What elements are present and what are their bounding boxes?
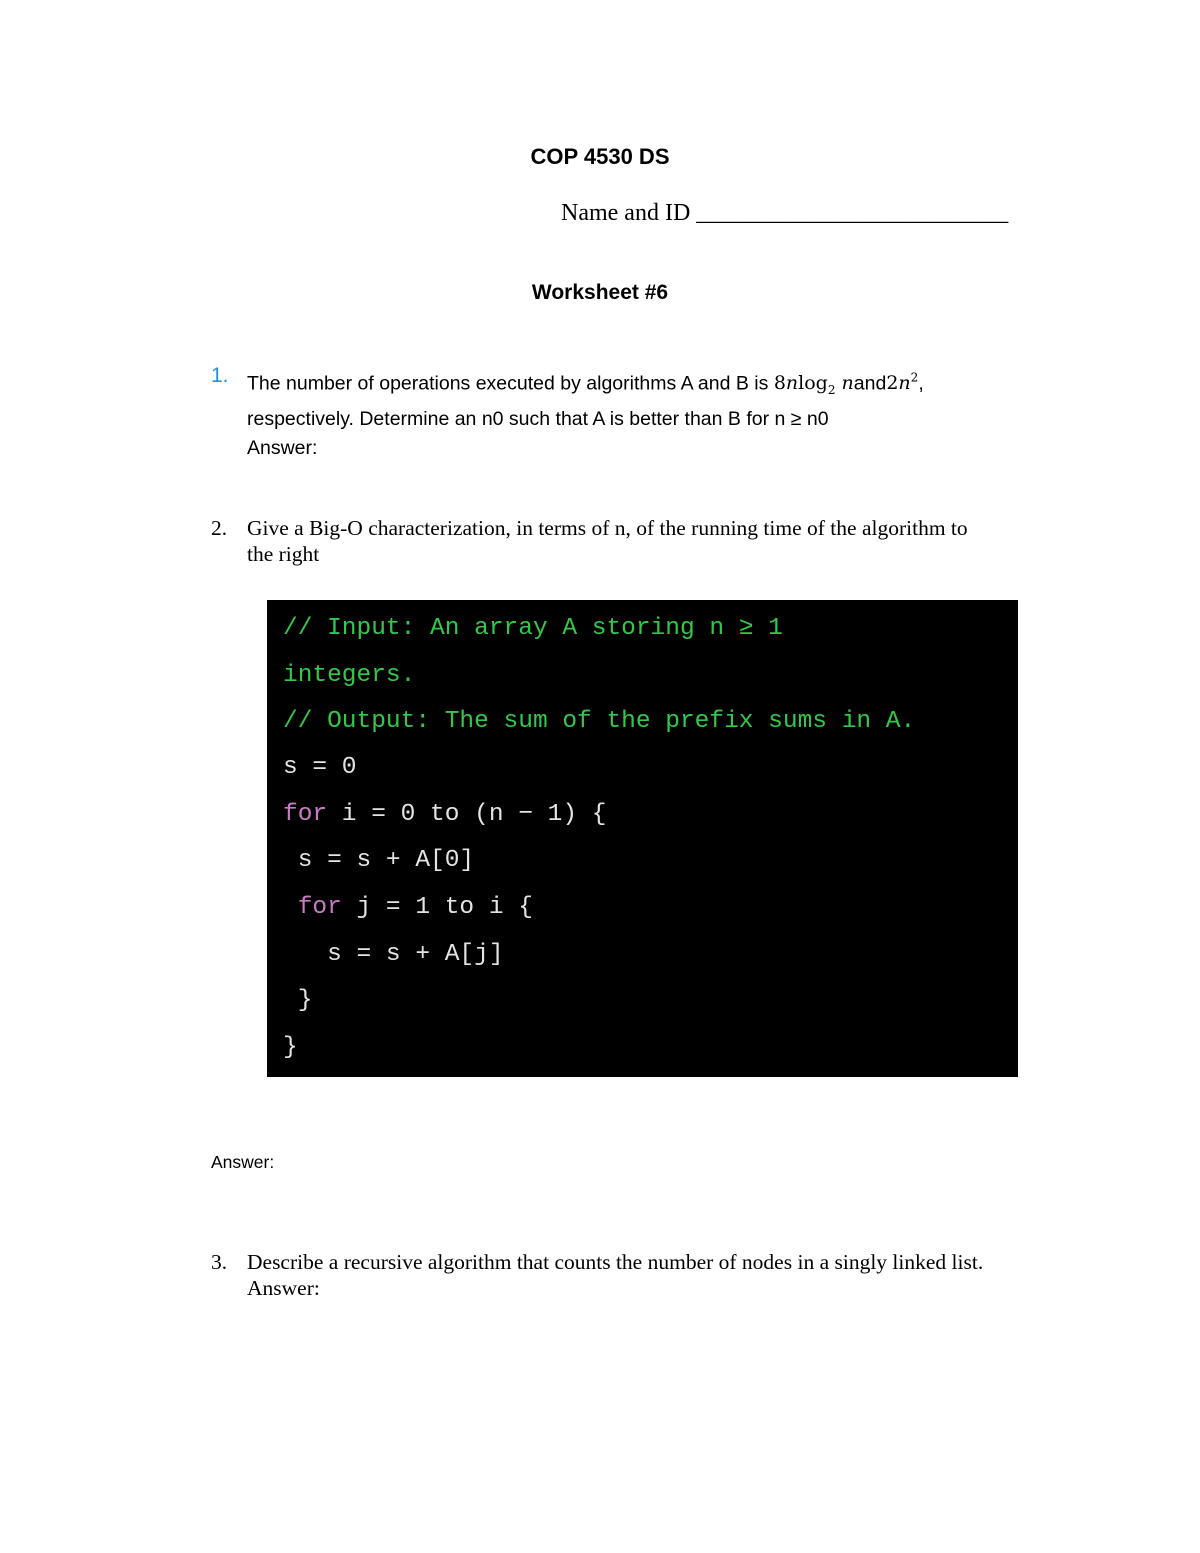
code-line: s = s + A[0]	[283, 847, 475, 874]
code-line: s = 0	[283, 754, 357, 781]
question-1-text-before: The number of operations executed by algorithms A and B is	[247, 372, 774, 395]
code-line: s = s + A[j]	[283, 941, 504, 968]
question-2-line-2: the right	[247, 542, 320, 566]
code-line: }	[283, 1034, 298, 1061]
question-3-answer-label: Answer:	[247, 1276, 320, 1300]
code-line: for i = 0 to (n − 1) {	[283, 801, 607, 828]
question-2-text	[247, 515, 1067, 567]
code-block	[267, 600, 1018, 1077]
question-2-answer-label: Answer:	[211, 1152, 275, 1172]
code-keyword: for	[297, 894, 342, 921]
question-1-line-1: The number of operations executed by algorithms A and B is 8nlog$_2$ $nand2n^2$,	[247, 371, 924, 398]
question-1-number: 1.	[211, 364, 229, 387]
name-id-label: Name and ID	[561, 200, 691, 226]
question-1-line-2: respectively. Determine an n0 such that A is better than B for n ≥ n0	[247, 408, 829, 431]
course-title: COP 4530 DS	[530, 144, 670, 169]
code-line: }	[283, 987, 313, 1014]
name-id-blank: __________________________	[696, 200, 1009, 226]
code-keyword: for	[283, 801, 328, 828]
formula-and: and	[853, 372, 887, 395]
question-1-answer-label: Answer:	[247, 437, 318, 460]
name-id-line	[561, 200, 1008, 227]
worksheet-title: Worksheet #6	[531, 281, 669, 304]
question-1-text	[247, 364, 1067, 463]
code-line: // Input: An array A storing n ≥ 1	[283, 615, 783, 642]
question-3-text	[247, 1249, 1067, 1301]
operations-formula-b: $2n^2$	[886, 371, 919, 395]
operations-formula: 8nlog$_2$ n	[773, 372, 854, 398]
question-3-line-1: Describe a recursive algorithm that counts the number of nodes in a singly linked list.	[247, 1250, 984, 1274]
question-2-line-1: Give a Big-O characterization, in terms of n, of the running time of the algorithm to	[247, 516, 968, 540]
code-line: // Output: The sum of the prefix sums in A.	[283, 708, 916, 735]
question-3-number: 3.	[211, 1250, 228, 1274]
code-line: integers.	[283, 662, 416, 689]
question-2-number: 2.	[211, 516, 228, 540]
code-line: for j = 1 to i {	[297, 894, 533, 921]
